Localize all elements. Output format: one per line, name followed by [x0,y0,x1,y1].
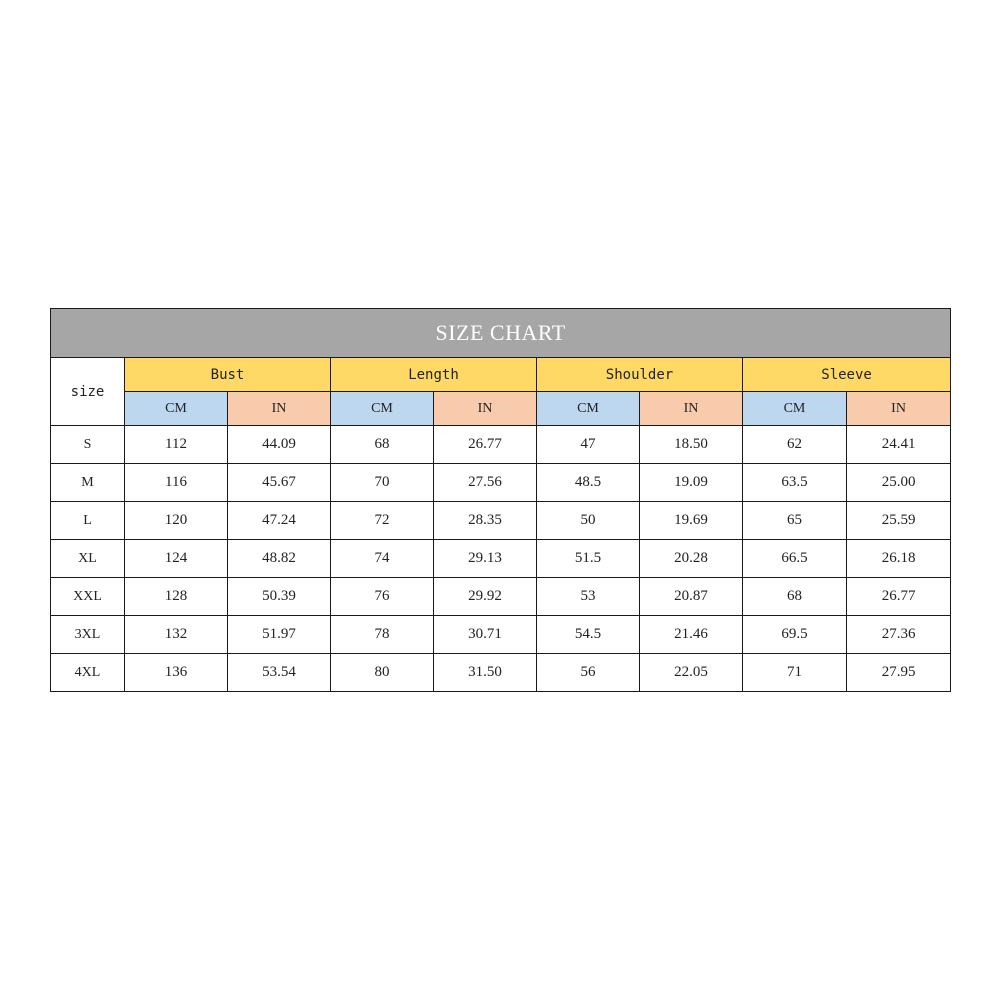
size-label-cell: XXL [51,578,125,616]
table-row [51,502,951,540]
sleeve-cm-header: CM [743,392,847,426]
size-label-cell: 3XL [51,616,125,654]
length-cm-cell: 70 [331,464,434,502]
measure-header-row [51,358,951,392]
size-rows [51,426,951,692]
sleeve-in-header: IN [847,392,951,426]
length-cm-cell: 78 [331,616,434,654]
sleeve-in-cell: 27.36 [847,616,951,654]
bust-in-cell: 45.67 [228,464,331,502]
shoulder-cm-cell: 53 [537,578,640,616]
sleeve-in-cell: 27.95 [847,654,951,692]
shoulder-in-cell: 19.69 [640,502,743,540]
size-label-cell: L [51,502,125,540]
length-in-cell: 28.35 [434,502,537,540]
sleeve-cm-cell: 65 [743,502,847,540]
shoulder-cm-header: CM [537,392,640,426]
table-row [51,578,951,616]
shoulder-in-cell: 18.50 [640,426,743,464]
length-in-cell: 27.56 [434,464,537,502]
unit-header-row [51,392,951,426]
sleeve-in-cell: 26.77 [847,578,951,616]
shoulder-in-cell: 22.05 [640,654,743,692]
sleeve-cm-cell: 71 [743,654,847,692]
bust-header: Bust [125,358,331,392]
length-in-cell: 29.92 [434,578,537,616]
bust-in-cell: 48.82 [228,540,331,578]
table-row [51,426,951,464]
table-row [51,464,951,502]
bust-cm-cell: 128 [125,578,228,616]
sleeve-in-cell: 25.00 [847,464,951,502]
chart-title: SIZE CHART [51,309,951,358]
length-cm-header: CM [331,392,434,426]
shoulder-cm-cell: 50 [537,502,640,540]
sleeve-header: Sleeve [743,358,951,392]
sleeve-in-cell: 24.41 [847,426,951,464]
bust-in-cell: 53.54 [228,654,331,692]
shoulder-cm-cell: 47 [537,426,640,464]
sleeve-cm-cell: 62 [743,426,847,464]
sleeve-in-cell: 26.18 [847,540,951,578]
shoulder-cm-cell: 48.5 [537,464,640,502]
length-cm-cell: 72 [331,502,434,540]
length-in-header: IN [434,392,537,426]
sleeve-cm-cell: 63.5 [743,464,847,502]
shoulder-in-cell: 20.28 [640,540,743,578]
bust-cm-header: CM [125,392,228,426]
shoulder-in-cell: 21.46 [640,616,743,654]
length-cm-cell: 68 [331,426,434,464]
shoulder-cm-cell: 54.5 [537,616,640,654]
sleeve-cm-cell: 68 [743,578,847,616]
table-row [51,540,951,578]
bust-cm-cell: 136 [125,654,228,692]
shoulder-header: Shoulder [537,358,743,392]
shoulder-in-cell: 20.87 [640,578,743,616]
size-label-cell: XL [51,540,125,578]
size-column-header: size [51,358,125,426]
length-header: Length [331,358,537,392]
bust-in-cell: 44.09 [228,426,331,464]
length-cm-cell: 74 [331,540,434,578]
size-label-cell: S [51,426,125,464]
table-row [51,616,951,654]
sleeve-in-cell: 25.59 [847,502,951,540]
bust-cm-cell: 124 [125,540,228,578]
bust-cm-cell: 132 [125,616,228,654]
shoulder-in-cell: 19.09 [640,464,743,502]
length-in-cell: 29.13 [434,540,537,578]
sleeve-cm-cell: 66.5 [743,540,847,578]
sleeve-cm-cell: 69.5 [743,616,847,654]
shoulder-in-header: IN [640,392,743,426]
size-label-cell: 4XL [51,654,125,692]
bust-in-cell: 47.24 [228,502,331,540]
bust-cm-cell: 116 [125,464,228,502]
shoulder-cm-cell: 51.5 [537,540,640,578]
bust-cm-cell: 112 [125,426,228,464]
table-row [51,654,951,692]
shoulder-cm-cell: 56 [537,654,640,692]
bust-in-header: IN [228,392,331,426]
size-label-cell: M [51,464,125,502]
size-chart-table [50,308,951,692]
bust-cm-cell: 120 [125,502,228,540]
length-cm-cell: 80 [331,654,434,692]
bust-in-cell: 50.39 [228,578,331,616]
length-in-cell: 26.77 [434,426,537,464]
length-in-cell: 31.50 [434,654,537,692]
length-in-cell: 30.71 [434,616,537,654]
title-row [51,309,951,358]
length-cm-cell: 76 [331,578,434,616]
bust-in-cell: 51.97 [228,616,331,654]
